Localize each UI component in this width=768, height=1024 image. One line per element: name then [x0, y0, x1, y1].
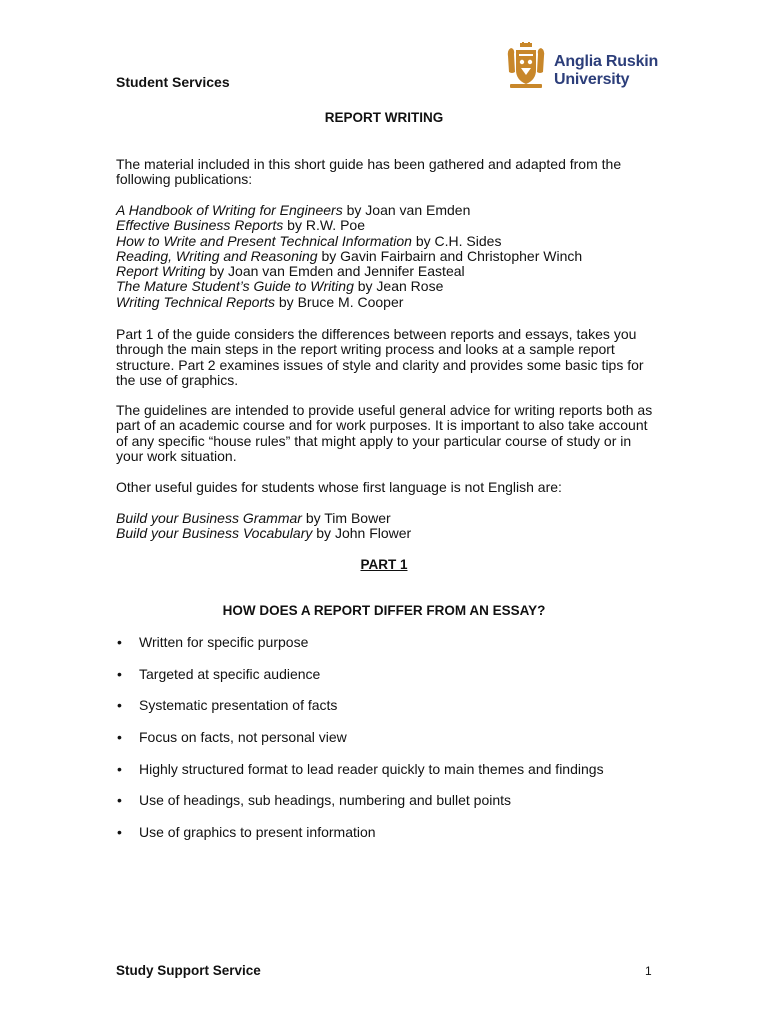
guide-author: by John Flower: [312, 525, 412, 542]
footer-service-label: Study Support Service: [116, 963, 261, 978]
part1-description-paragraph: Part 1 of the guide considers the differences between reports and essays, takes you through the main steps in the report writing process and looks at a sample report structure. Part 2 examines issues of style and clarity and provides some basic tips for the use of graphics.: [116, 326, 644, 388]
publication-author: by Joan van Emden: [342, 202, 471, 218]
publication-author: by Jean Rose: [353, 278, 444, 295]
list-item-text: Use of headings, sub headings, numbering and bullet points: [139, 792, 512, 809]
bullet-icon: •: [117, 760, 122, 777]
other-guides-intro: Other useful guides for students whose first language is not English are:: [116, 479, 562, 495]
publication-title: How to Write and Present Technical Information: [116, 232, 412, 249]
bullet-icon: •: [117, 665, 122, 682]
bullet-icon: •: [117, 792, 122, 809]
list-item-text: Targeted at specific audience: [139, 665, 321, 682]
publication-title: Effective Business Reports: [116, 217, 284, 234]
publication-item: [116, 203, 656, 218]
list-item: [116, 729, 676, 761]
part-heading: [0, 557, 768, 572]
bullet-icon: •: [117, 634, 122, 650]
list-item: [116, 761, 676, 793]
list-item: [116, 634, 676, 666]
list-item: [116, 697, 676, 729]
bullet-icon: •: [117, 729, 122, 746]
publication-author: by C.H. Sides: [411, 232, 502, 249]
list-item: [116, 824, 676, 856]
list-item-text: Systematic presentation of facts: [139, 697, 338, 714]
publication-title: The Mature Student’s Guide to Writing: [116, 278, 354, 295]
publication-author: by Gavin Fairbairn and Christopher Winch: [317, 247, 583, 264]
publication-title: Reading, Writing and Reasoning: [116, 247, 318, 264]
list-item-text: Written for specific purpose: [139, 634, 309, 650]
publication-author: by Bruce M. Cooper: [275, 293, 404, 310]
page-title: REPORT WRITING: [324, 110, 444, 125]
bullet-icon: •: [117, 824, 122, 841]
logo-name-line2: University: [554, 71, 630, 88]
guide-item: [116, 511, 656, 526]
bullet-icon: •: [117, 697, 122, 714]
guidelines-paragraph: The guidelines are intended to provide useful general advice for writing reports both as part of an academic course and for work purposes. It is important to also take account of any specific “house rules” that might apply to your particular course of study or in your work situation.: [116, 402, 653, 464]
guide-title: Build your Business Grammar: [116, 510, 302, 526]
publication-item: [116, 264, 656, 279]
publication-author: by Joan van Emden and Jennifer Easteal: [205, 263, 465, 280]
list-item: [116, 666, 676, 698]
intro-paragraph: The material included in this short guide has been gathered and adapted from the following publications:: [116, 156, 622, 188]
logo-name-line1: Anglia Ruskin: [554, 53, 659, 70]
publication-item: [116, 295, 656, 310]
publication-item: [116, 218, 656, 233]
university-crest-icon: [506, 42, 546, 90]
university-logo: [506, 42, 659, 92]
publication-title: Writing Technical Reports: [116, 293, 275, 310]
publications-list: [116, 203, 656, 310]
publication-title: A Handbook of Writing for Engineers: [116, 202, 343, 218]
other-guides-list: [116, 511, 656, 542]
publication-item: [116, 279, 656, 294]
guide-item: [116, 526, 656, 541]
list-item: [116, 792, 676, 824]
list-item-text: Use of graphics to present information: [139, 824, 376, 841]
guide-title: Build your Business Vocabulary: [116, 525, 313, 542]
publication-author: by R.W. Poe: [283, 217, 365, 234]
part-heading-text: PART 1: [360, 557, 408, 572]
section-heading: HOW DOES A REPORT DIFFER FROM AN ESSAY?: [222, 603, 546, 618]
publication-title: Report Writing: [116, 263, 206, 280]
publication-item: [116, 234, 656, 249]
page-number: 1: [645, 964, 652, 978]
list-item-text: Focus on facts, not personal view: [139, 729, 347, 746]
header-section-label: Student Services: [116, 74, 230, 90]
list-item-text: Highly structured format to lead reader quickly to main themes and findings: [139, 760, 604, 777]
guide-author: by Tim Bower: [301, 510, 391, 526]
differences-bullet-list: [116, 634, 676, 856]
publication-item: [116, 249, 656, 264]
